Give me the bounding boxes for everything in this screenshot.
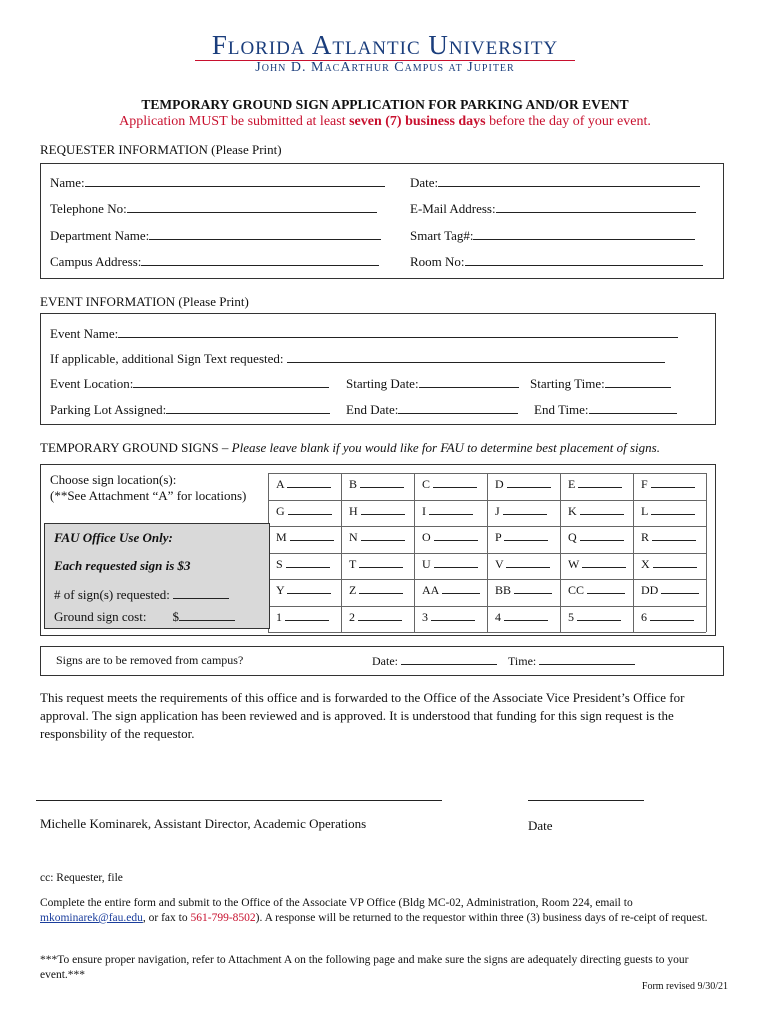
sign-location-r[interactable]: R xyxy=(641,530,712,553)
sign-location-z[interactable]: Z xyxy=(349,583,420,606)
sign-location-4[interactable]: 4 xyxy=(495,610,566,633)
sign-location-o[interactable]: O xyxy=(422,530,493,553)
sign-location-x[interactable]: X xyxy=(641,557,712,580)
telephone-field[interactable]: Telephone No: xyxy=(50,200,377,217)
sign-location-c[interactable]: C xyxy=(422,477,493,500)
office-use-label: FAU Office Use Only: xyxy=(54,530,173,545)
grid-column-divider xyxy=(706,473,707,632)
form-title: TEMPORARY GROUND SIGN APPLICATION FOR PARKING AND/OR EVENT xyxy=(141,97,629,112)
sign-location-p[interactable]: P xyxy=(495,530,566,553)
removal-question: Signs are to be removed from campus? xyxy=(56,653,244,667)
choose-location-label: Choose sign location(s): (**See Attachment “A” for locations) xyxy=(50,472,247,503)
event-location-field[interactable]: Event Location: xyxy=(50,375,329,392)
room-field[interactable]: Room No: xyxy=(410,253,703,270)
sign-location-g[interactable]: G xyxy=(276,504,347,527)
sign-location-m[interactable]: M xyxy=(276,530,347,553)
sign-location-s[interactable]: S xyxy=(276,557,347,580)
sign-location-f[interactable]: F xyxy=(641,477,712,500)
grid-row-divider xyxy=(268,579,706,580)
removal-time-field[interactable]: Time: xyxy=(508,652,635,669)
grid-row-divider xyxy=(268,553,706,554)
form-subtitle: Application MUST be submitted at least seven (7) business days before the day of your event. xyxy=(119,114,651,129)
sign-location-aa[interactable]: AA xyxy=(422,583,493,606)
sign-location-e[interactable]: E xyxy=(568,477,639,500)
sign-location-3[interactable]: 3 xyxy=(422,610,493,633)
event-name-field[interactable]: Event Name: xyxy=(50,325,678,342)
campus-address-field[interactable]: Campus Address: xyxy=(50,253,379,270)
grid-row-divider xyxy=(268,526,706,527)
submission-instructions: Complete the entire form and submit to the Office of the Associate VP Office (Bldg MC-02, Administration, Room 224, email to mkominarek@fau.edu, or fax to 561-799-8502). A response will be returned to the requestor within three (3) business days of re-ceipt of request. xyxy=(40,897,708,924)
event-heading: EVENT INFORMATION (Please Print) xyxy=(40,294,249,309)
sign-location-k[interactable]: K xyxy=(568,504,639,527)
cc-line: cc: Requester, file xyxy=(40,872,123,884)
sign-location-j[interactable]: J xyxy=(495,504,566,527)
sign-location-dd[interactable]: DD xyxy=(641,583,712,606)
end-time-field[interactable]: End Time: xyxy=(534,401,677,418)
signature-line[interactable] xyxy=(36,800,442,801)
email-field[interactable]: E-Mail Address: xyxy=(410,200,696,217)
sign-location-n[interactable]: N xyxy=(349,530,420,553)
removal-date-field[interactable]: Date: xyxy=(372,652,497,669)
campus-name: John D. MacArthur Campus at Jupiter xyxy=(255,60,515,75)
university-logo-text: Florida Atlantic University xyxy=(211,30,559,60)
sign-location-d[interactable]: D xyxy=(495,477,566,500)
sign-location-b[interactable]: B xyxy=(349,477,420,500)
smart-tag-field[interactable]: Smart Tag#: xyxy=(410,227,695,244)
sign-location-w[interactable]: W xyxy=(568,557,639,580)
form-revision: Form revised 9/30/21 xyxy=(641,981,728,992)
grid-row-divider xyxy=(268,500,706,501)
location-grid xyxy=(276,473,715,631)
sign-location-u[interactable]: U xyxy=(422,557,493,580)
name-field[interactable]: Name: xyxy=(50,174,385,191)
sign-location-y[interactable]: Y xyxy=(276,583,347,606)
sign-text-field[interactable]: If applicable, additional Sign Text requested: xyxy=(50,350,665,367)
sign-location-v[interactable]: V xyxy=(495,557,566,580)
approval-statement: This request meets the requirements of this office and is forwarded to the Office of the Associate Vice President’s Office for approval. The sign application has been reviewed and is approved. It is understood that funding for this sign request is the responsbility of the requestor. xyxy=(40,690,685,741)
sign-location-bb[interactable]: BB xyxy=(495,583,566,606)
requester-heading: REQUESTER INFORMATION (Please Print) xyxy=(40,142,282,157)
end-date-field[interactable]: End Date: xyxy=(346,401,518,418)
sign-location-6[interactable]: 6 xyxy=(641,610,712,633)
sign-location-l[interactable]: L xyxy=(641,504,712,527)
fax-number: 561-799-8502 xyxy=(190,912,256,924)
navigation-note: ***To ensure proper navigation, refer to Attachment A on the following page and make sure the signs are adequately directing guests to your event.*** xyxy=(40,954,689,981)
grid-row-divider xyxy=(268,632,706,633)
sign-location-5[interactable]: 5 xyxy=(568,610,639,633)
sign-location-i[interactable]: I xyxy=(422,504,493,527)
grid-row-divider xyxy=(268,606,706,607)
parking-lot-field[interactable]: Parking Lot Assigned: xyxy=(50,401,330,418)
ground-sign-cost-field[interactable]: Ground sign cost: $ xyxy=(54,608,235,625)
signs-requested-field[interactable]: # of sign(s) requested: xyxy=(54,586,229,603)
sign-location-q[interactable]: Q xyxy=(568,530,639,553)
approver-name: Michelle Kominarek, Assistant Director, Academic Operations xyxy=(40,816,367,831)
signs-heading: TEMPORARY GROUND SIGNS – Please leave blank if you would like for FAU to determine best placement of signs. xyxy=(40,440,660,455)
sign-location-a[interactable]: A xyxy=(276,477,347,500)
sign-location-2[interactable]: 2 xyxy=(349,610,420,633)
sign-location-1[interactable]: 1 xyxy=(276,610,347,633)
signature-date-label: Date xyxy=(528,818,553,833)
sign-location-cc[interactable]: CC xyxy=(568,583,639,606)
email-link[interactable]: mkominarek@fau.edu xyxy=(40,912,143,924)
starting-date-field[interactable]: Starting Date: xyxy=(346,375,519,392)
sign-location-t[interactable]: T xyxy=(349,557,420,580)
sign-cost-note: Each requested sign is $3 xyxy=(54,558,191,573)
grid-row-divider xyxy=(268,473,706,474)
sign-location-h[interactable]: H xyxy=(349,504,420,527)
date-field[interactable]: Date: xyxy=(410,174,700,191)
department-field[interactable]: Department Name: xyxy=(50,227,381,244)
starting-time-field[interactable]: Starting Time: xyxy=(530,375,671,392)
signature-date-line[interactable] xyxy=(528,800,644,801)
